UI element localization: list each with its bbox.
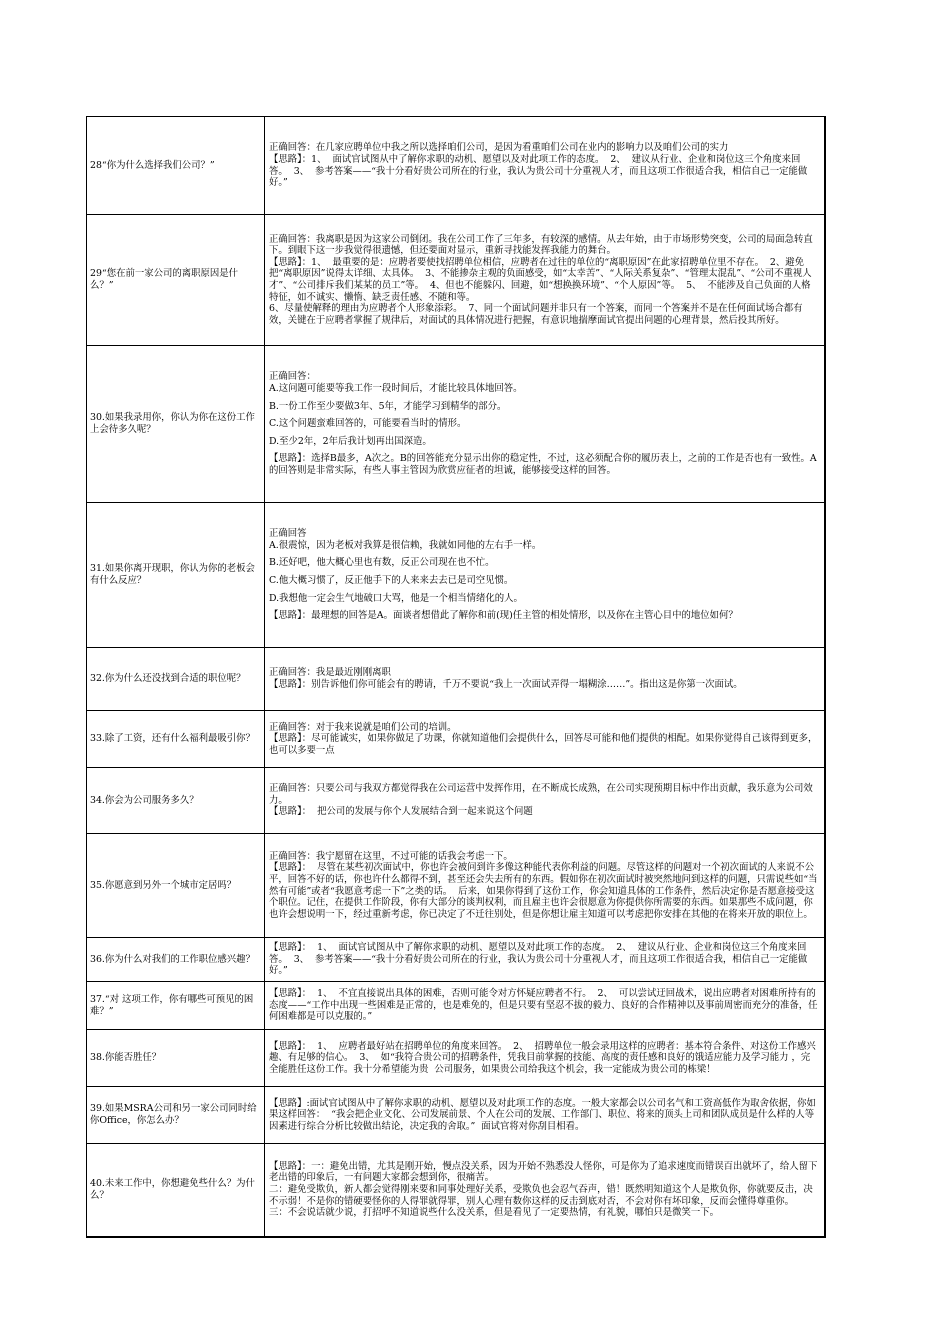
answer-line: A.这问题可能要等我工作一段时间后，才能比较具体地回答。 xyxy=(269,383,523,395)
question-cell: 34.你会为公司服务多久？ xyxy=(87,768,265,834)
answer-cell xyxy=(265,1087,826,1144)
qa-row xyxy=(87,117,826,215)
answer-line: 正确回答：我是最近刚刚离职 xyxy=(269,667,391,679)
question-cell: 37.“对 这项工作，你有哪些可预见的困难？” xyxy=(87,982,265,1030)
answer-line: 正确回答：对于我来说就是咱们公司的培训。 xyxy=(269,721,457,733)
answer-cell xyxy=(265,117,826,215)
qa-row xyxy=(87,1030,826,1087)
answer-cell xyxy=(265,503,826,648)
question-cell: 31.如果你离开现职，你认为你的老板会有什么反应？ xyxy=(87,503,265,648)
answer-line: 【思路】： 1、 应聘者最好站在招聘单位的角度来回答。 2、 招聘单位一般会录用这样的应聘者：基本符合条件、对这份工作感兴趣、有足够的信心。 3、 如“我符合贵公司的招聘条件，凭我目前掌握的技能、高度的责任感和良好的饿适应能力及学习能力 ，完全能胜任这份工作。我十分希望能为贵 公司服务，如果贵公司给我这个机会，我一定能成为贵公司的栋梁！ xyxy=(269,1040,816,1075)
answer-line: 【思路】：1、 最重要的是：应聘者要使找招聘单位相信，应聘者在过往的单位的“离职原因”在此家招聘单位里不存在。 2、避免把“离职原因”说得太详细、太具体。 3、不能掺杂主观的负面感受，如“太幸苦”、“人际关系复杂”、“管理太混乱”、“公司不重视人才”、“公司排斥我们某某的员工”等。 4、但也不能躲闪、回避，如“想换换环境”、“个人原因”等。 5、 不能涉及自己负面的人格特征，如不诚实、懒惰、缺乏责任感、不随和等。 xyxy=(269,256,812,303)
answer-line: 【思路】： 1、 不宜直接说出具体的困难，否则可能令对方怀疑应聘者不行。 2、 可以尝试迂回战术，说出应聘者对困难所持有的态度——“工作中出现一些困难是正常的，也是难免的，但是只要有坚忍不拔的毅力、良好的合作精神以及事前周密而充分的准备，任何困难都是可以克服的。” xyxy=(269,988,818,1023)
question-cell: 30.如果我录用你，你认为你在这份工作上会待多久呢？ xyxy=(87,346,265,503)
qa-row xyxy=(87,938,826,982)
answer-line: 【思路】:面试官试图从中了解你求职的动机、愿望以及对此项工作的态度。一般大家都会以公司名气和工资高低作为取舍依据，你如果这样回答： “我会把企业文化、公司发展前景、个人在公司的发展、工作部门、职位、将来的顶头上司和团队成员是什么样的人等因素进行综合分析比较做出结论，决定我的舍取。” 面试官将对你刮目相看。 xyxy=(269,1097,816,1132)
answer-line: 6、尽量使解释的理由为应聘者个人形象添彩。 7、同一个面试问题并非只有一个答案，而同一个答案并不是在任何面试场合都有效，关键在于应聘者掌握了规律后，对面试的具体情况进行把握，有意识地揣摩面试官提出问题的心理背景，然后投其所好。 xyxy=(269,303,803,326)
answer-line: D.我想他一定会生气地破口大骂，他是一个相当情绪化的人。 xyxy=(269,592,523,604)
answer-line: 正确回答：我宁愿留在这里，不过可能的话我会考虑一下。 xyxy=(269,850,513,862)
answer-line: 正确回答：只要公司与我双方都觉得我在公司运营中发挥作用，在不断成长成熟，在公司实现预期目标中作出贡献，我乐意为公司效力。 xyxy=(269,783,813,806)
question-cell: 35.你愿意到另外一个城市定居吗？ xyxy=(87,834,265,938)
answer-line: B.一份工作至少要做3年、5年，才能学习到精华的部分。 xyxy=(269,400,507,412)
question-cell: 32.你为什么还没找到合适的职位呢？ xyxy=(87,648,265,711)
question-cell: 40.未来工作中，你想避免些什么？为什么？ xyxy=(87,1144,265,1237)
qa-row xyxy=(87,1087,826,1144)
qa-row xyxy=(87,982,826,1030)
answer-cell xyxy=(265,938,826,982)
answer-line: 【思路】：尽可能诚实，如果你做足了功课，你就知道他们会提供什么，回答尽可能和他们提供的相配。如果你觉得自己该得到更多，也可以多要一点 xyxy=(269,733,818,756)
qa-row xyxy=(87,768,826,834)
question-cell: 28“你为什么选择我们公司？” xyxy=(87,117,265,215)
answer-cell xyxy=(265,982,826,1030)
answer-line: 【思路】：一：避免出错，尤其是刚开始，慢点没关系，因为开始不熟悉没人怪你，可是你为了追求速度而错误百出就坏了，给人留下老出错的印象后，一有问题大家都会想到你，很痛苦。 xyxy=(269,1160,818,1184)
answer-line: 【思路】：别告诉他们你可能会有的聘请，千万不要说“我上一次面试弄得一塌糊涂……”。指出这是你第一次面试。 xyxy=(269,679,743,690)
answer-cell xyxy=(265,648,826,711)
answer-line: C.他大概习惯了，反正他手下的人来来去去已是司空见惯。 xyxy=(269,575,514,586)
answer-line: 二：避免受欺负，新人都会觉得刚来要和同事处理好关系，受欺负也会忍气吞声，错！既然明知道这个人是欺负你，你就要反击，决不示弱！不是你的错硬要怪你的人得罪就得罪，别人心理有数你这样的反击到底对否，不会对你有坏印象，反而会懂得尊重你。 xyxy=(269,1183,813,1207)
qa-table xyxy=(86,116,826,1238)
answer-line: 【思路】：1、 面试官试图从中了解你求职的动机、愿望以及对此项工作的态度。 2、 建议从行业、企业和岗位这三个角度来回答。 3、 参考答案——“我十分看好贵公司所在的行业，我认为贵公司十分重视人才，而且这项工作很适合我，相信自己一定能做好。” xyxy=(269,153,808,189)
qa-row xyxy=(87,711,826,768)
qa-row xyxy=(87,503,826,648)
answer-cell xyxy=(265,834,826,938)
question-cell: 33.除了工资，还有什么福利最吸引你？ xyxy=(87,711,265,768)
answer-line: B.还好吧，他大概心里也有数，反正公司现在也不忙。 xyxy=(269,557,495,569)
answer-line: 正确回答： xyxy=(269,371,316,383)
answer-line: 【思路】：最理想的回答是A。面谈者想借此了解你和前(现)任主管的相处情形，以及你在主管心目中的地位如何？ xyxy=(269,610,738,622)
qa-row xyxy=(87,1144,826,1237)
qa-table-body xyxy=(87,117,826,1237)
answer-line: 三：不会说话就少说，打招呼不知道说些什么没关系，但是看见了一定要热情，有礼貌，哪怕只是微笑一下。 xyxy=(269,1207,720,1219)
qa-row xyxy=(87,346,826,503)
answer-cell xyxy=(265,768,826,834)
answer-cell xyxy=(265,1144,826,1237)
answer-line: A.很震惊，因为老板对我算是很信赖，我就如同他的左右手一样。 xyxy=(269,539,542,551)
question-cell: 29“您在前一家公司的离职原因是什么？” xyxy=(87,215,265,346)
question-cell: 39.如果MSRA公司和另一家公司同时给你Office，你怎么办？ xyxy=(87,1087,265,1144)
qa-row xyxy=(87,648,826,711)
question-cell: 38.你能否胜任？ xyxy=(87,1030,265,1087)
answer-cell xyxy=(265,711,826,768)
answer-cell xyxy=(265,1030,826,1087)
answer-line: 正确回答 xyxy=(269,528,307,540)
answer-cell xyxy=(265,346,826,503)
answer-line: D.至少2年，2年后我计划再出国深造。 xyxy=(269,435,432,447)
answer-line: 【思路】：选择B最多，A次之。B的回答能充分显示出你的稳定性，不过，这必须配合你的履历表上，之前的工作是否也有一致性。A的回答则是非常实际，有些人事主管因为欣赏应征者的坦诚，能够接受这样的回答。 xyxy=(269,453,817,476)
answer-line: 正确回答：我离职是因为这家公司倒闭。我在公司工作了三年多，有较深的感情。从去年始，由于市场形势突变，公司的局面急转直下。到眼下这一步我觉得很遗憾，但还要面对显示，重新寻找能发挥我能力的舞台。 xyxy=(269,233,813,257)
answer-line: 正确回答：在几家应聘单位中我之所以选择咱们公司，是因为看重咱们公司在业内的影响力以及咱们公司的实力 xyxy=(269,142,729,154)
question-cell: 36.你为什么对我们的工作职位感兴趣？ xyxy=(87,938,265,982)
answer-line: 【思路】： 尽管在某些初次面试中，你也许会被问到许多像这种能代表你利益的问题。尽管这样的问题对一个初次面试的人来说不公平，回答不好的话，你也许什么都得不到，甚至还会失去所有的东西。假如你在初次面试时被突然地问到这样的问题，只需说些如“当然有可能”或者“我愿意考虑一下”之类的话。 后来，如果你得到了这份工作，你会知道具体的工作条件，然后决定你是否愿意接受这个职位。记住，在提供工作阶段，你有大部分的谈判权利，而且雇主也许会很愿意为你提供你所需要的东西。如果那些不成问题，你也许会想说明一下，经过重新考虑，你已决定了不迁往别处，但是你想让雇主知道可以考虑把你安排在其他的在将来开放的职位上。 xyxy=(269,862,818,920)
qa-row xyxy=(87,834,826,938)
answer-line: C.这个问题蛮难回答的，可能要看当时的情形。 xyxy=(269,418,467,430)
answer-line: 【思路】： 把公司的发展与你个人发展结合到一起来说这个问题 xyxy=(269,806,533,818)
qa-row xyxy=(87,215,826,346)
answer-line: 【思路】： 1、 面试官试图从中了解你求职的动机、愿望以及对此项工作的态度。 2、 建议从行业、企业和岗位这三个角度来回答。 3、 参考答案——“我十分看好贵公司所在的行业，我认为贵公司十分重视人才，而且这项工作很适合我，相信自己一定能做好。” xyxy=(269,942,808,977)
answer-cell xyxy=(265,215,826,346)
